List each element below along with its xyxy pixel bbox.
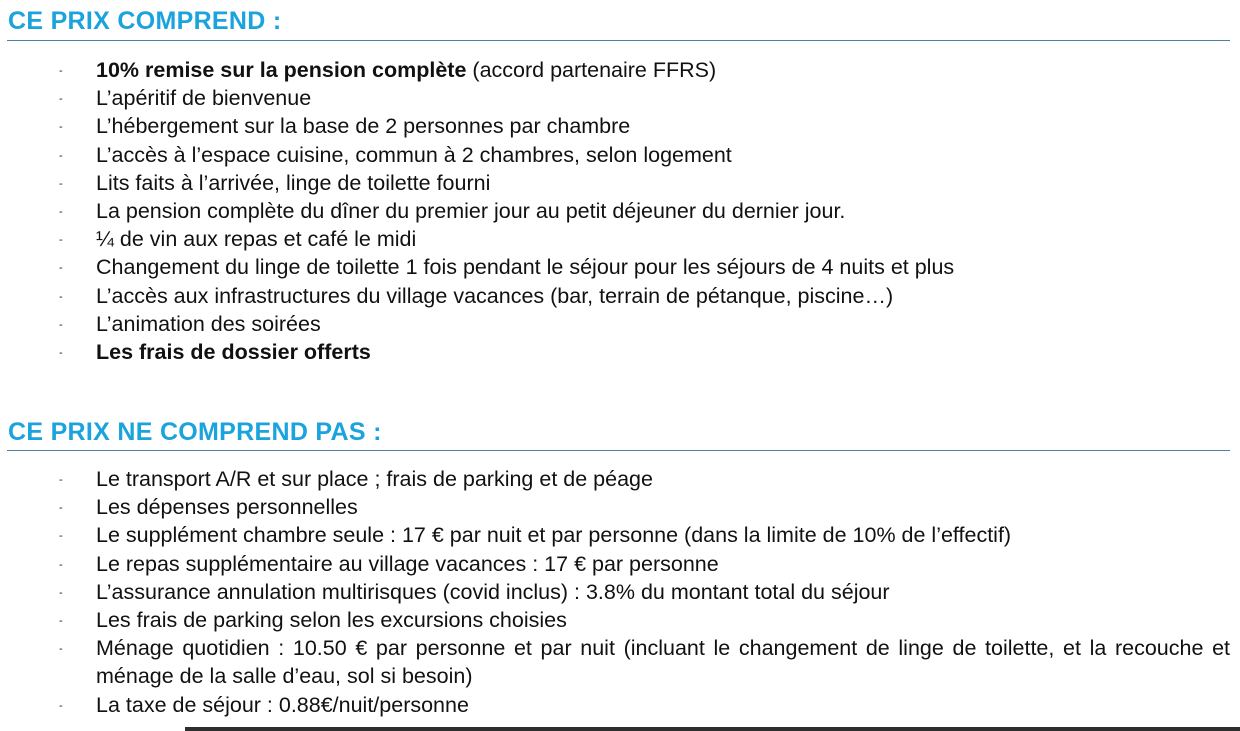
included-item: [0, 282, 1240, 310]
included-item-bold: 10% remise sur la pension complète: [96, 58, 467, 82]
bullet-dash: -: [59, 474, 63, 486]
excluded-item-text: La taxe de séjour : 0.88€/nuit/personne: [96, 692, 469, 717]
included-item-text: L’hébergement sur la base de 2 personnes par chambre: [96, 114, 631, 139]
included-item-text: Lits faits à l’arrivée, linge de toilette fourni: [96, 170, 491, 195]
excluded-title-rule: [7, 450, 1230, 451]
excluded-item-text: Le supplément chambre seule : 17 € par nuit et par personne (dans la limite de 10% de l’effectif): [96, 523, 1012, 548]
bullet-dash: -: [59, 149, 63, 162]
bullet-dash: -: [59, 206, 63, 219]
included-item-text: La pension complète du dîner du premier jour au petit déjeuner du dernier jour.: [96, 199, 846, 224]
bullet-dash: -: [59, 290, 63, 303]
bullet-dash: -: [59, 121, 63, 134]
excluded-item-text: Les frais de parking selon les excursions choisies: [96, 608, 567, 633]
bullet-dash: -: [59, 615, 63, 628]
bullet-dash: -: [59, 177, 63, 190]
included-item: [0, 84, 1240, 112]
included-item: [0, 169, 1240, 197]
included-item-text: L’apéritif de bienvenue: [96, 86, 312, 111]
included-item-bold: Les frais de dossier offerts: [96, 340, 371, 365]
included-item-text: L’animation des soirées: [96, 311, 321, 336]
included-list: [0, 56, 1240, 366]
bullet-dash: -: [59, 586, 63, 599]
included-item: [0, 338, 1240, 366]
included-title-rule: [7, 40, 1230, 41]
included-item: [0, 253, 1240, 281]
bullet-dash: -: [59, 318, 63, 331]
excluded-item-text: L’assurance annulation multirisques (covid inclus) : 3.8% du montant total du séjour: [96, 579, 890, 604]
excluded-item: [0, 521, 1240, 549]
included-item: [0, 225, 1240, 253]
excluded-item: [0, 493, 1240, 521]
excluded-section-title: CE PRIX NE COMPREND PAS :: [8, 418, 382, 446]
included-item-text: (accord partenaire FFRS): [466, 58, 717, 82]
excluded-item: [0, 634, 1240, 690]
excluded-item: [0, 691, 1240, 719]
excluded-item-text: Les dépenses personnelles: [96, 495, 358, 520]
included-item-text: ¼ de vin aux repas et café le midi: [96, 227, 417, 252]
bullet-dash: -: [59, 643, 63, 656]
included-item-text: L’accès à l’espace cuisine, commun à 2 chambres, selon logement: [96, 142, 732, 167]
bullet-dash: -: [59, 699, 63, 712]
excluded-list: [0, 465, 1240, 719]
bullet-dash: -: [59, 234, 63, 247]
excluded-item-text: Ménage quotidien : 10.50 € par personne et par nuit (incluant le changement de linge de toilette, et la recouche et ménage de la salle d’eau, sol si besoin): [96, 636, 1230, 689]
bullet-dash: -: [59, 530, 63, 543]
included-item-text: Changement du linge de toilette 1 fois pendant le séjour pour les séjours de 4 nuits et plus: [96, 255, 955, 280]
bottom-dark-bar: [185, 727, 1240, 731]
included-item-text: L’accès aux infrastructures du village vacances (bar, terrain de pétanque, piscine…): [96, 283, 894, 308]
bullet-dash: -: [59, 558, 63, 571]
included-item: [0, 310, 1240, 338]
excluded-item: [0, 606, 1240, 634]
bullet-dash: -: [59, 262, 63, 275]
excluded-item: [0, 578, 1240, 606]
excluded-item: [0, 550, 1240, 578]
excluded-item-text: Le repas supplémentaire au village vacances : 17 € par personne: [96, 551, 719, 576]
excluded-item-text: Le transport A/R et sur place ; frais de parking et de péage: [96, 467, 653, 491]
excluded-item: [0, 465, 1240, 493]
included-item: [0, 197, 1240, 225]
bullet-dash: -: [59, 93, 63, 106]
included-section-title: CE PRIX COMPREND :: [8, 7, 282, 35]
included-item: [0, 56, 1240, 84]
bullet-dash: -: [59, 502, 63, 515]
included-item: [0, 112, 1240, 140]
included-item: [0, 141, 1240, 169]
bullet-dash: -: [59, 65, 63, 77]
bullet-dash: -: [59, 347, 63, 360]
